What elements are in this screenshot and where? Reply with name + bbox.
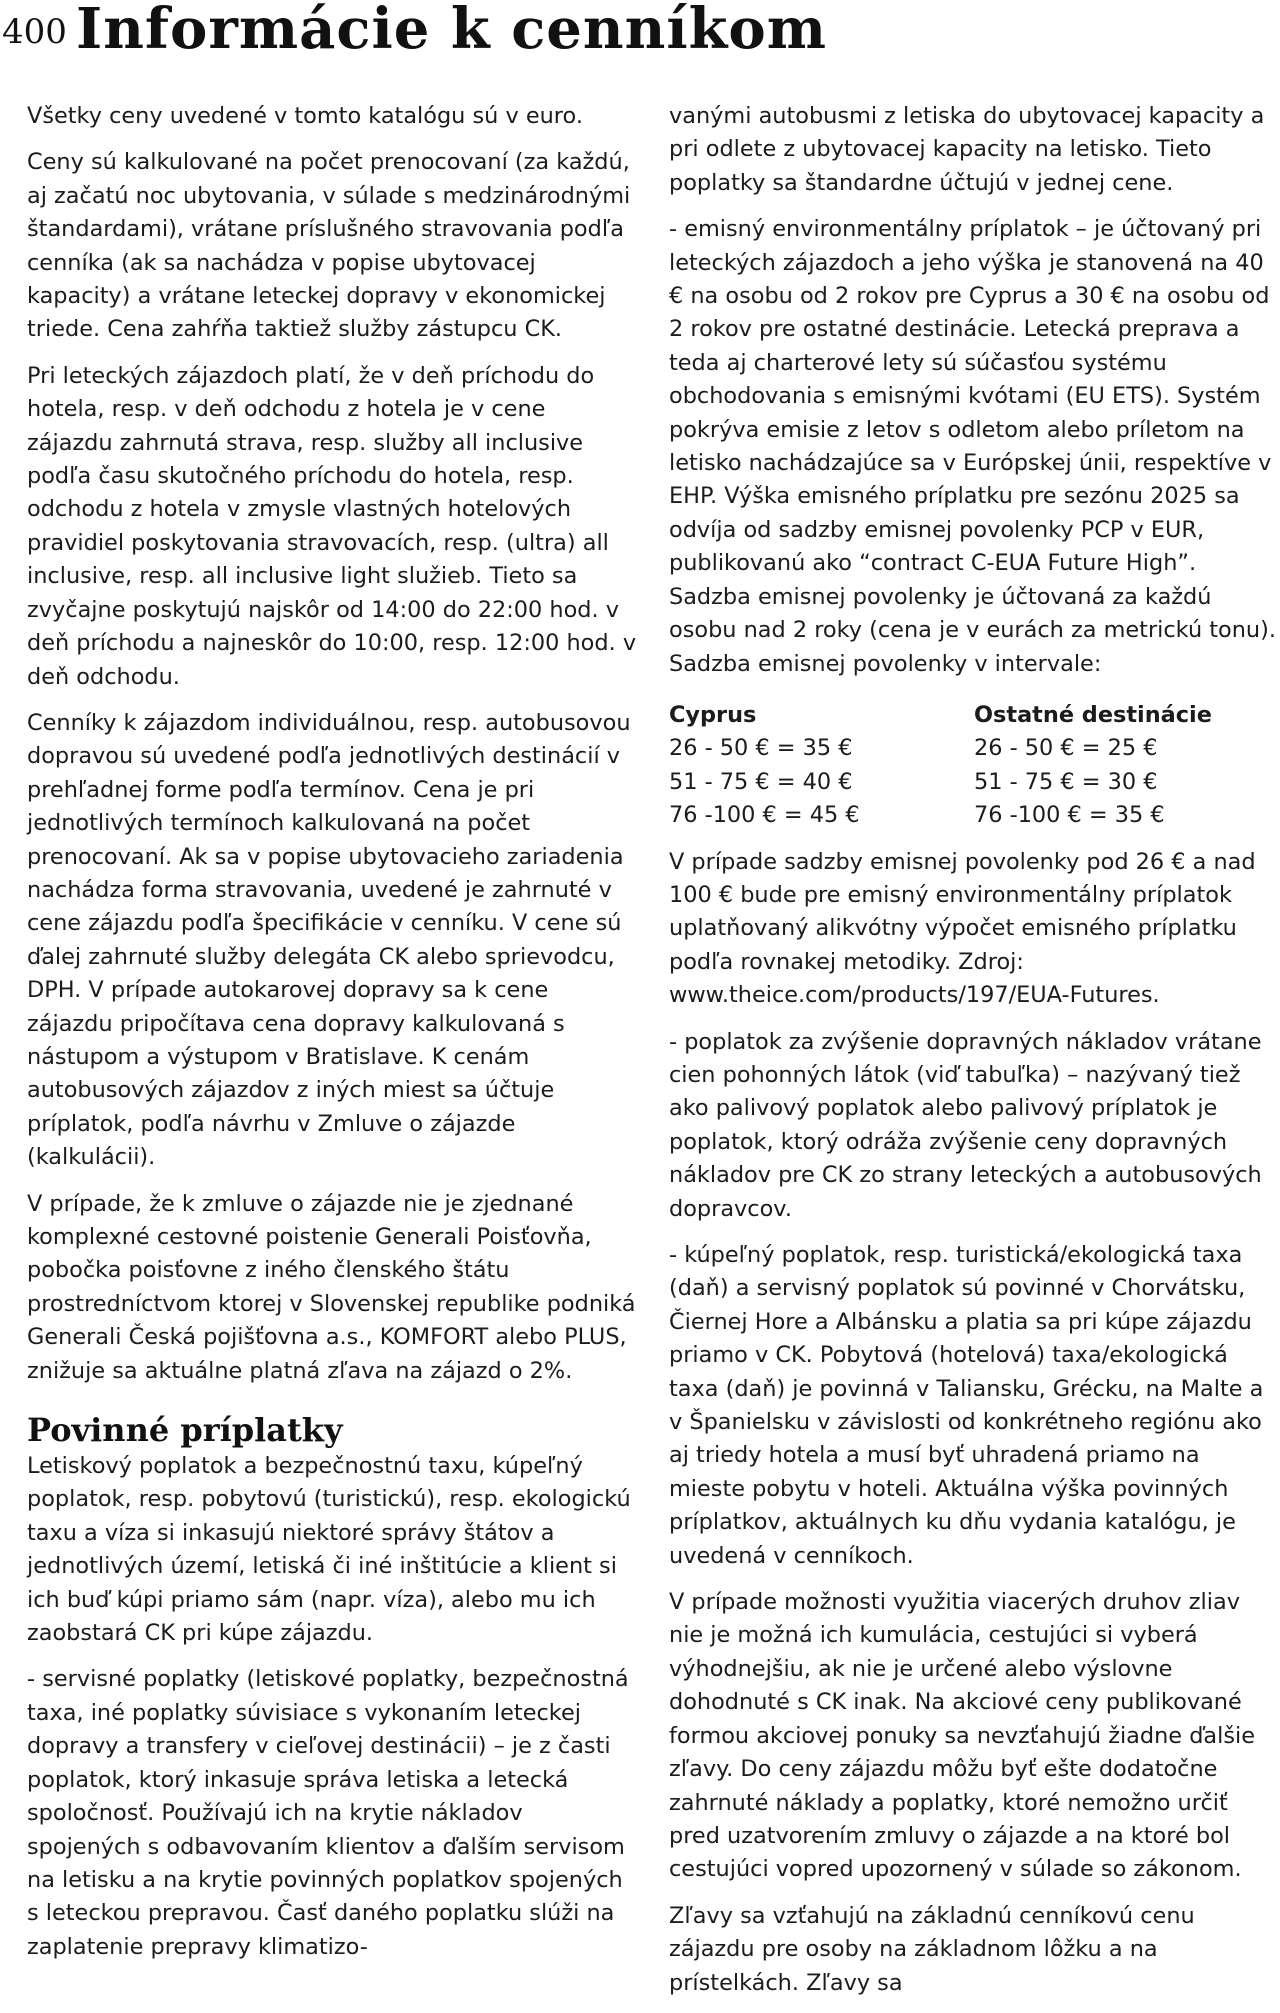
rate-row: 26 - 50 € = 25 € (974, 735, 1158, 762)
page-header (0, 0, 1280, 60)
rate-row: 76 -100 € = 35 € (974, 802, 1165, 829)
rate-row: 51 - 75 € = 30 € (974, 768, 1158, 795)
rates-column-other (974, 699, 1279, 833)
right-column (669, 100, 1279, 2013)
rates-heading-cyprus: Cyprus (669, 701, 757, 728)
paragraph-emission-surcharge: - emisný environmentálny príplatok – je účtovaný pri leteckých zájazdoch a jeho výška je stanovená na 40 € na osobu od 2 rokov pre Cyprus a 30 € na osobu od 2 rokov pre ostatné destinácie. Letecká preprava a teda aj charterové lety sú súčasťou systému obchodovania s emisnými kvótami (EU ETS). Systém pokrýva emisie z letov s odletom alebo príletom na letisko nachádzajúce sa v Európskej únii, respektíve v EHP. Výška emisného príplatku pre sezónu 2025 sa odvíja od sadzby emisnej povolenky PCP v EUR, publikovanú ako “contract C-EUA Future High”. Sadzba emisnej povolenky je účtovaná za každú osobu nad 2 roky (cena je v eurách za metrickú tonu). Sadzba emisnej povolenky v intervale: (669, 216, 1276, 677)
rates-column-cyprus (669, 699, 974, 833)
rate-row: 51 - 75 € = 40 € (669, 768, 853, 795)
rates-heading-other: Ostatné destinácie (974, 701, 1212, 728)
paragraph-airport-fees: Letiskový poplatok a bezpečnostnú taxu, kúpeľný poplatok, resp. pobytovú (turistickú), resp. ekologickú taxu a víza si inkasujú niektoré správy štátov a jednotlivých území, letiská či iné inštitúcie a klient si ich buď kúpi priamo sám (napr. víza), alebo mu ich zaobstará CK pri kúpe zájazdu. (27, 1453, 631, 1647)
page-number: 400 (2, 12, 67, 52)
paragraph-emission-outside-range: V prípade sadzby emisnej povolenky pod 26 € a nad 100 € bude pre emisný environmentálny príplatok uplatňovaný alikvótny výpočet emisného príplatku podľa rovnakej metodiky. Zdroj: www.theice.com/products/197/EUA-Futures. (669, 848, 1256, 1009)
paragraph-fuel-surcharge: - poplatok za zvýšenie dopravných nákladov vrátane cien pohonných látok (viď tabuľka) – nazývaný tiež ako palivový poplatok alebo palivový príplatok je poplatok, ktorý odráža zvýšenie ceny dopravných nákladov pre CK zo strany leteckých a autobusových dopravcov. (669, 1028, 1262, 1222)
paragraph-discount-scope: Zľavy sa vzťahujú na základnú cenníkovú cenu zájazdu pre osoby na základnom lôžku a na prístelkách. Zľavy sa (669, 1902, 1195, 1996)
page-title: Informácie k cenníkom (76, 0, 828, 62)
emission-rates-table (669, 699, 1279, 833)
paragraph-price-lists: Cenníky k zájazdom individuálnou, resp. autobusovou dopravou sú uvedené podľa jednotlivých destinácií v prehľadnej forme podľa termínov. Cena je pri jednotlivých termínoch kalkulovaná na počet prenocovaní. Ak sa v popise ubytovacieho zariadenia nachádza forma stravovania, uvedené je zahrnuté v cene zájazdu podľa špecifikácie v cenníku. V cene sú ďalej zahrnuté služby delegáta CK alebo sprievodcu, DPH. V prípade autokarovej dopravy sa k cene zájazdu pripočítava cena dopravy kalkulovaná s nástupom a výstupom v Bratislave. K cenám autobusových zájazdov z iných miest sa účtuje príplatok, podľa návrhu v Zmluve o zájazde (kalkulácii). (27, 709, 631, 1171)
left-column (27, 100, 637, 1977)
paragraph-spa-tourist-tax: - kúpeľný poplatok, resp. turistická/ekologická taxa (daň) a servisný poplatok sú povinné v Chorvátsku, Čiernej Hore a Albánsku a platia sa pri kúpe zájazdu priamo v CK. Pobytová (hotelová) taxa/ekologická taxa (daň) je povinná v Taliansku, Grécku, na Malte a v Španielsku v závislosti od konkrétneho regiónu ako aj triedy hotela a musí byť uhradená priamo na mieste pobytu v hoteli. Aktuálna výška povinných príplatkov, aktuálnych ku dňu vydania katalógu, je uvedená v cenníkoch. (669, 1242, 1264, 1569)
paragraph-service-fees: - servisné poplatky (letiskové poplatky, bezpečnostná taxa, iné poplatky súvisiace s vykonaním leteckej dopravy a transfery v cieľovej destinácii) – je z časti poplatok, ktorý inkasuje správa letiska a letecká spoločnosť. Používajú ich na krytie nákladov spojených s odbavovaním klientov a ďalším servisom na letisku a na krytie povinných poplatkov spojených s leteckou prepravou. Časť daného poplatku slúži na zaplatenie prepravy klimatizo- (27, 1666, 629, 1960)
rate-row: 26 - 50 € = 35 € (669, 735, 853, 762)
section-heading-mandatory-fees: Povinné príplatky (27, 1411, 343, 1450)
paragraph-insurance-discount: V prípade, že k zmluve o zájazde nie je zjednané komplexné cestovné poistenie Generali Poisťovňa, pobočka poisťovne z iného členského štátu prostredníctvom ktorej v Slovenskej republike podniká Generali Česká pojišťovna a.s., KOMFORT alebo PLUS, znižuje sa aktuálne platná zľava na zájazd o 2%. (27, 1190, 636, 1384)
paragraph-currency: Všetky ceny uvedené v tomto katalógu sú v euro. (27, 103, 583, 129)
rate-row: 76 -100 € = 45 € (669, 802, 860, 829)
paragraph-discount-cumulation: V prípade možnosti využitia viacerých druhov zliav nie je možná ich kumulácia, cestujúci si vyberá výhodnejšiu, ak nie je určené alebo výslovne dohodnuté s CK inak. Na akciové ceny publikované formou akciovej ponuky sa nevzťahujú žiadne ďalšie zľavy. Do ceny zájazdu môžu byť ešte dodatočne zahrnuté náklady a poplatky, ktoré nemožno určiť pred uzatvorením zmluvy o zájazde a na ktoré bol cestujúci vopred upozornený v súlade so zákonom. (669, 1589, 1256, 1883)
paragraph-flight-meals: Pri leteckých zájazdoch platí, že v deň príchodu do hotela, resp. v deň odchodu z hotela je v cene zájazdu zahrnutá strava, resp. služby all inclusive podľa času skutočného príchodu do hotela, resp. odchodu z hotela v zmysle vlastných hotelových pravidiel poskytovania stravovacích, resp. (ultra) all inclusive, resp. all inclusive light služieb. Tieto sa zvyčajne poskytujú najskôr od 14:00 do 22:00 hod. v deň príchodu a najneskôr do 10:00, resp. 12:00 hod. v deň odchodu. (27, 362, 637, 690)
paragraph-price-calculation: Ceny sú kalkulované na počet prenocovaní (za každú, aj začatú noc ubytovania, v súlade s medzinárodnými štandardami), vrátane príslušného stravovania podľa cenníka (ak sa nachádza v popise ubytovacej kapacity) a vrátane leteckej dopravy v ekonomickej triede. Cena zahŕňa taktiež služby zástupcu CK. (27, 149, 631, 343)
paragraph-service-fees-continued: vanými autobusmi z letiska do ubytovacej kapacity a pri odlete z ubytovacej kapacity na letisko. Tieto poplatky sa štandardne účtujú v jednej cene. (669, 103, 1265, 196)
